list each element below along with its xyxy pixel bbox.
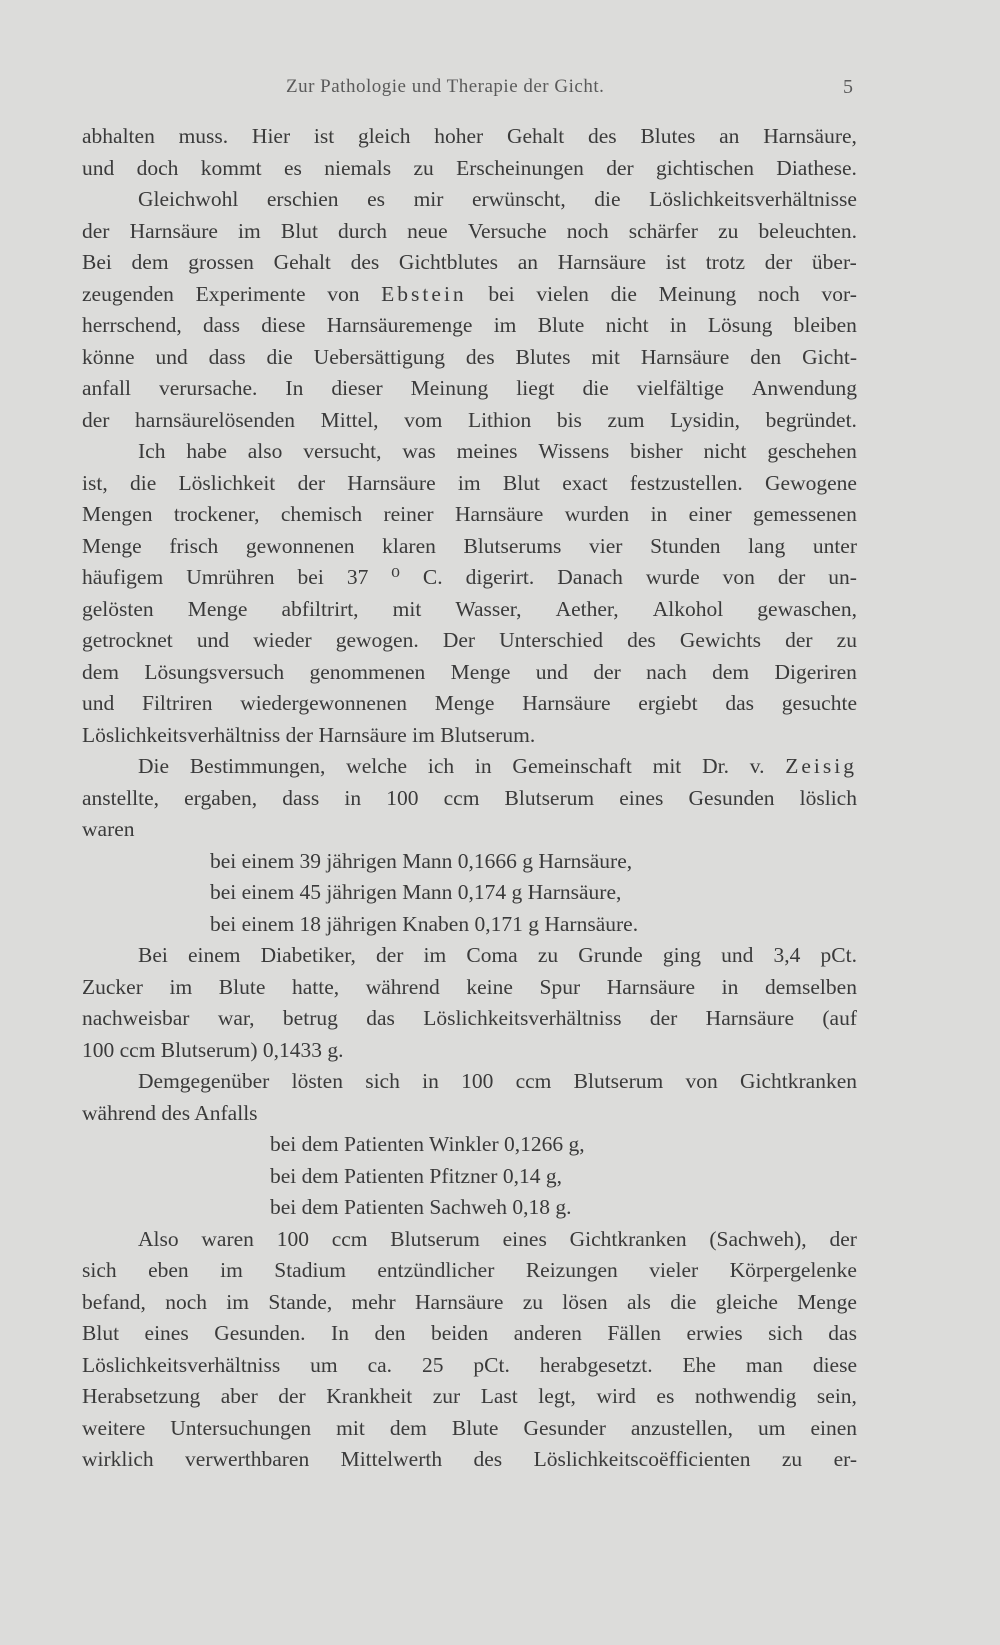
text-line: bei einem 18 jährigen Knaben 0,171 g Harnsäure. <box>210 911 639 936</box>
text-line: herrschend, dass diese Harnsäuremenge im Blute nicht in Lösung bleiben <box>82 313 857 337</box>
text-line: der Harnsäure im Blut durch neue Versuche noch schärfer zu beleuchten. <box>82 218 857 243</box>
text-line: Bei dem grossen Gehalt des Gichtblutes an Harnsäure ist trotz der über- <box>82 250 857 274</box>
text-line: Blut eines Gesunden. In den beiden anderen Fällen erwies sich das <box>82 1321 857 1345</box>
text-line: Löslichkeitsverhältniss der Harnsäure im Blutserum. <box>82 722 536 747</box>
text-line: der harnsäurelösenden Mittel, vom Lithion bis zum Lysidin, begründet. <box>82 407 857 432</box>
text-line: befand, noch im Stande, mehr Harnsäure zu lösen als die gleiche Menge <box>82 1289 857 1314</box>
running-head: Zur Pathologie und Therapie der Gicht. <box>286 76 605 97</box>
text-line: Herabsetzung aber der Krankheit zur Last legt, wird es nothwendig sein, <box>82 1384 857 1408</box>
text-line: getrocknet und wieder gewogen. Der Unterschied des Gewichts der zu <box>82 628 857 652</box>
text-line: Also waren 100 ccm Blutserum eines Gichtkranken (Sachweh), der <box>138 1226 857 1251</box>
text-line: abhalten muss. Hier ist gleich hoher Gehalt des Blutes an Harnsäure, <box>82 124 857 148</box>
text-line: weitere Untersuchungen mit dem Blute Gesunder anzustellen, um einen <box>82 1415 857 1440</box>
text-line: könne und dass die Uebersättigung des Blutes mit Harnsäure den Gicht- <box>82 344 857 369</box>
text-line: 100 ccm Blutserum) 0,1433 g. <box>82 1037 344 1062</box>
body-text <box>82 121 857 1476</box>
text-line: anfall verursache. In dieser Meinung liegt die vielfältige Anwendung <box>82 376 857 400</box>
text-line: Ich habe also versucht, was meines Wissens bisher nicht geschehen <box>138 439 857 463</box>
text-line: und doch kommt es niemals zu Erscheinungen der gichtischen Diathese. <box>82 155 857 180</box>
text-line: bei dem Patienten Sachweh 0,18 g. <box>270 1195 572 1219</box>
text-line: Menge frisch gewonnenen klaren Blutserums vier Stunden lang unter <box>82 533 857 558</box>
text-line: sich eben im Stadium entzündlicher Reizungen vieler Körpergelenke <box>82 1258 857 1282</box>
text-line: Bei einem Diabetiker, der im Coma zu Grunde ging und 3,4 pCt. <box>138 943 857 967</box>
text-line: bei dem Patienten Winkler 0,1266 g, <box>270 1132 585 1156</box>
text-line: zeugenden Experimente von Ebstein bei vielen die Meinung noch vor- <box>82 281 857 306</box>
text-line: bei dem Patienten Pfitzner 0,14 g, <box>270 1163 562 1188</box>
text-line: ist, die Löslichkeit der Harnsäure im Blut exact festzustellen. Gewogene <box>82 470 857 495</box>
text-line: während des Anfalls <box>82 1100 258 1125</box>
text-line: Zucker im Blute hatte, während keine Spur Harnsäure in demselben <box>82 974 857 999</box>
text-line: bei einem 45 jährigen Mann 0,174 g Harnsäure, <box>210 880 622 904</box>
text-line: wirklich verwerthbaren Mittelwerth des Löslichkeitscoëfficienten zu er- <box>82 1447 857 1471</box>
text-line: und Filtriren wiedergewonnenen Menge Harnsäure ergiebt das gesuchte <box>82 691 857 715</box>
text-line: waren <box>82 817 135 841</box>
text-line: Demgegenüber lösten sich in 100 ccm Blutserum von Gichtkranken <box>138 1069 857 1093</box>
text-line: Mengen trockener, chemisch reiner Harnsäure wurden in einer gemessenen <box>82 502 857 526</box>
text-line: Gleichwohl erschien es mir erwünscht, die Löslichkeitsverhältnisse <box>138 187 857 211</box>
text-line: dem Lösungsversuch genommenen Menge und der nach dem Digeriren <box>82 659 857 684</box>
text-line: Die Bestimmungen, welche ich in Gemeinschaft mit Dr. v. Zeisig <box>138 754 857 778</box>
text-line: Löslichkeitsverhältniss um ca. 25 pCt. herabgesetzt. Ehe man diese <box>82 1352 857 1377</box>
page-number: 5 <box>843 76 853 98</box>
text-line: nachweisbar war, betrug das Löslichkeitsverhältniss der Harnsäure (auf <box>82 1006 857 1030</box>
text-line: anstellte, ergaben, dass in 100 ccm Blutserum eines Gesunden löslich <box>82 785 857 810</box>
text-line: häufigem Umrühren bei 37 ⁰ C. digerirt. Danach wurde von der un- <box>82 565 857 589</box>
text-line: gelösten Menge abfiltrirt, mit Wasser, Aether, Alkohol gewaschen, <box>82 596 857 621</box>
text-line: bei einem 39 jährigen Mann 0,1666 g Harnsäure, <box>210 848 633 873</box>
